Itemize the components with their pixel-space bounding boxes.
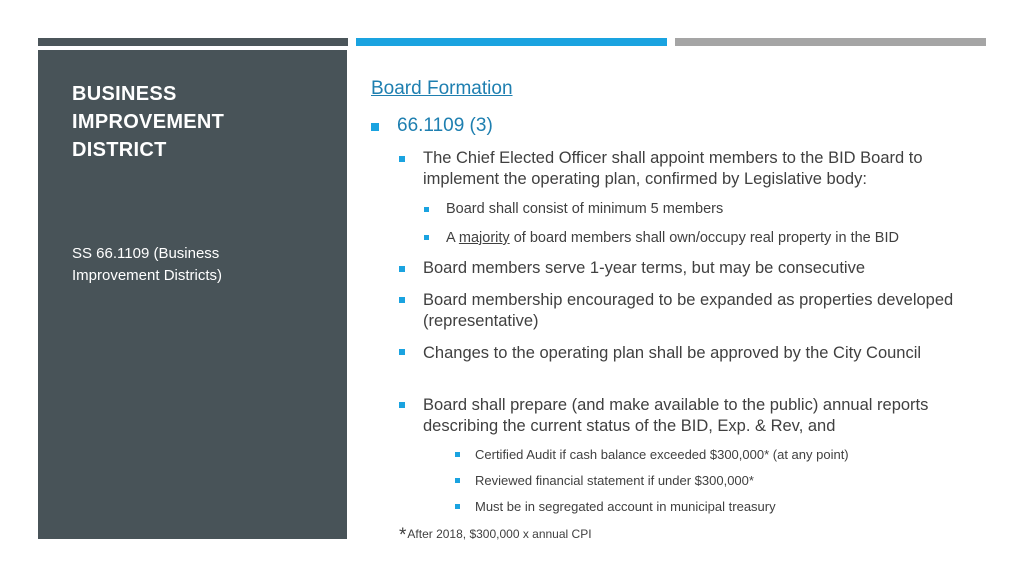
bullet-square-icon — [455, 478, 460, 483]
majority-emphasis: majority — [458, 230, 510, 246]
bullet-square-icon — [399, 266, 405, 272]
slide-title — [72, 80, 332, 164]
slide-subtitle-line-1: SS 66.1109 (Business — [72, 245, 220, 262]
footnote-marker: * — [399, 525, 407, 546]
bullet-square-icon — [424, 207, 429, 212]
list-item: The Chief Elected Officer shall appoint members to the BID Board to implement the operating plan, confirmed by Legislative body: — [423, 149, 923, 188]
slide-title-line-2: IMPROVEMENT — [72, 111, 225, 133]
list-item-suffix: of board members shall own/occupy real property in the BID — [509, 230, 899, 246]
list-item: Must be in segregated account in municipal treasury — [475, 499, 776, 514]
list-item-prefix: A — [446, 230, 459, 246]
bullet-square-icon — [399, 349, 405, 355]
bullet-square-icon — [455, 504, 460, 509]
slide-title-line-1: BUSINESS — [72, 83, 177, 105]
list-item: Board members serve 1-year terms, but may be consecutive — [423, 259, 866, 277]
accent-bar-dark — [38, 38, 348, 46]
title-panel — [38, 50, 347, 539]
bullet-square-icon — [399, 156, 405, 162]
content-body — [371, 76, 971, 546]
bullet-square-icon — [371, 123, 379, 131]
bullet-square-icon — [455, 452, 460, 457]
accent-bar-blue — [356, 38, 667, 46]
slide-title-line-3: DISTRICT — [72, 139, 167, 161]
bullet-square-icon — [399, 297, 405, 303]
footnote — [399, 525, 592, 545]
section-number: 66.1109 (3) — [397, 115, 493, 136]
slide-subtitle-line-2: Improvement Districts) — [72, 267, 223, 284]
list-item: Reviewed financial statement if under $300,000* — [475, 473, 754, 488]
accent-bar-gray — [675, 38, 986, 46]
list-item: Board shall consist of minimum 5 members — [446, 201, 724, 217]
list-item: Board membership encouraged to be expanded as properties developed (representative) — [423, 291, 954, 330]
list-item: Board shall prepare (and make available to the public) annual reports describing the current status of the BID, Exp. & Rev, and — [423, 396, 929, 435]
board-formation-link[interactable]: Board Formation — [371, 78, 513, 99]
bullet-square-icon — [424, 235, 429, 240]
slide-subtitle — [72, 243, 332, 287]
footnote-text: After 2018, $300,000 x annual CPI — [407, 527, 592, 541]
list-item — [446, 228, 976, 248]
bullet-square-icon — [399, 402, 405, 408]
list-item: Certified Audit if cash balance exceeded $300,000* (at any point) — [475, 447, 849, 462]
list-item: Changes to the operating plan shall be approved by the City Council — [423, 344, 922, 362]
